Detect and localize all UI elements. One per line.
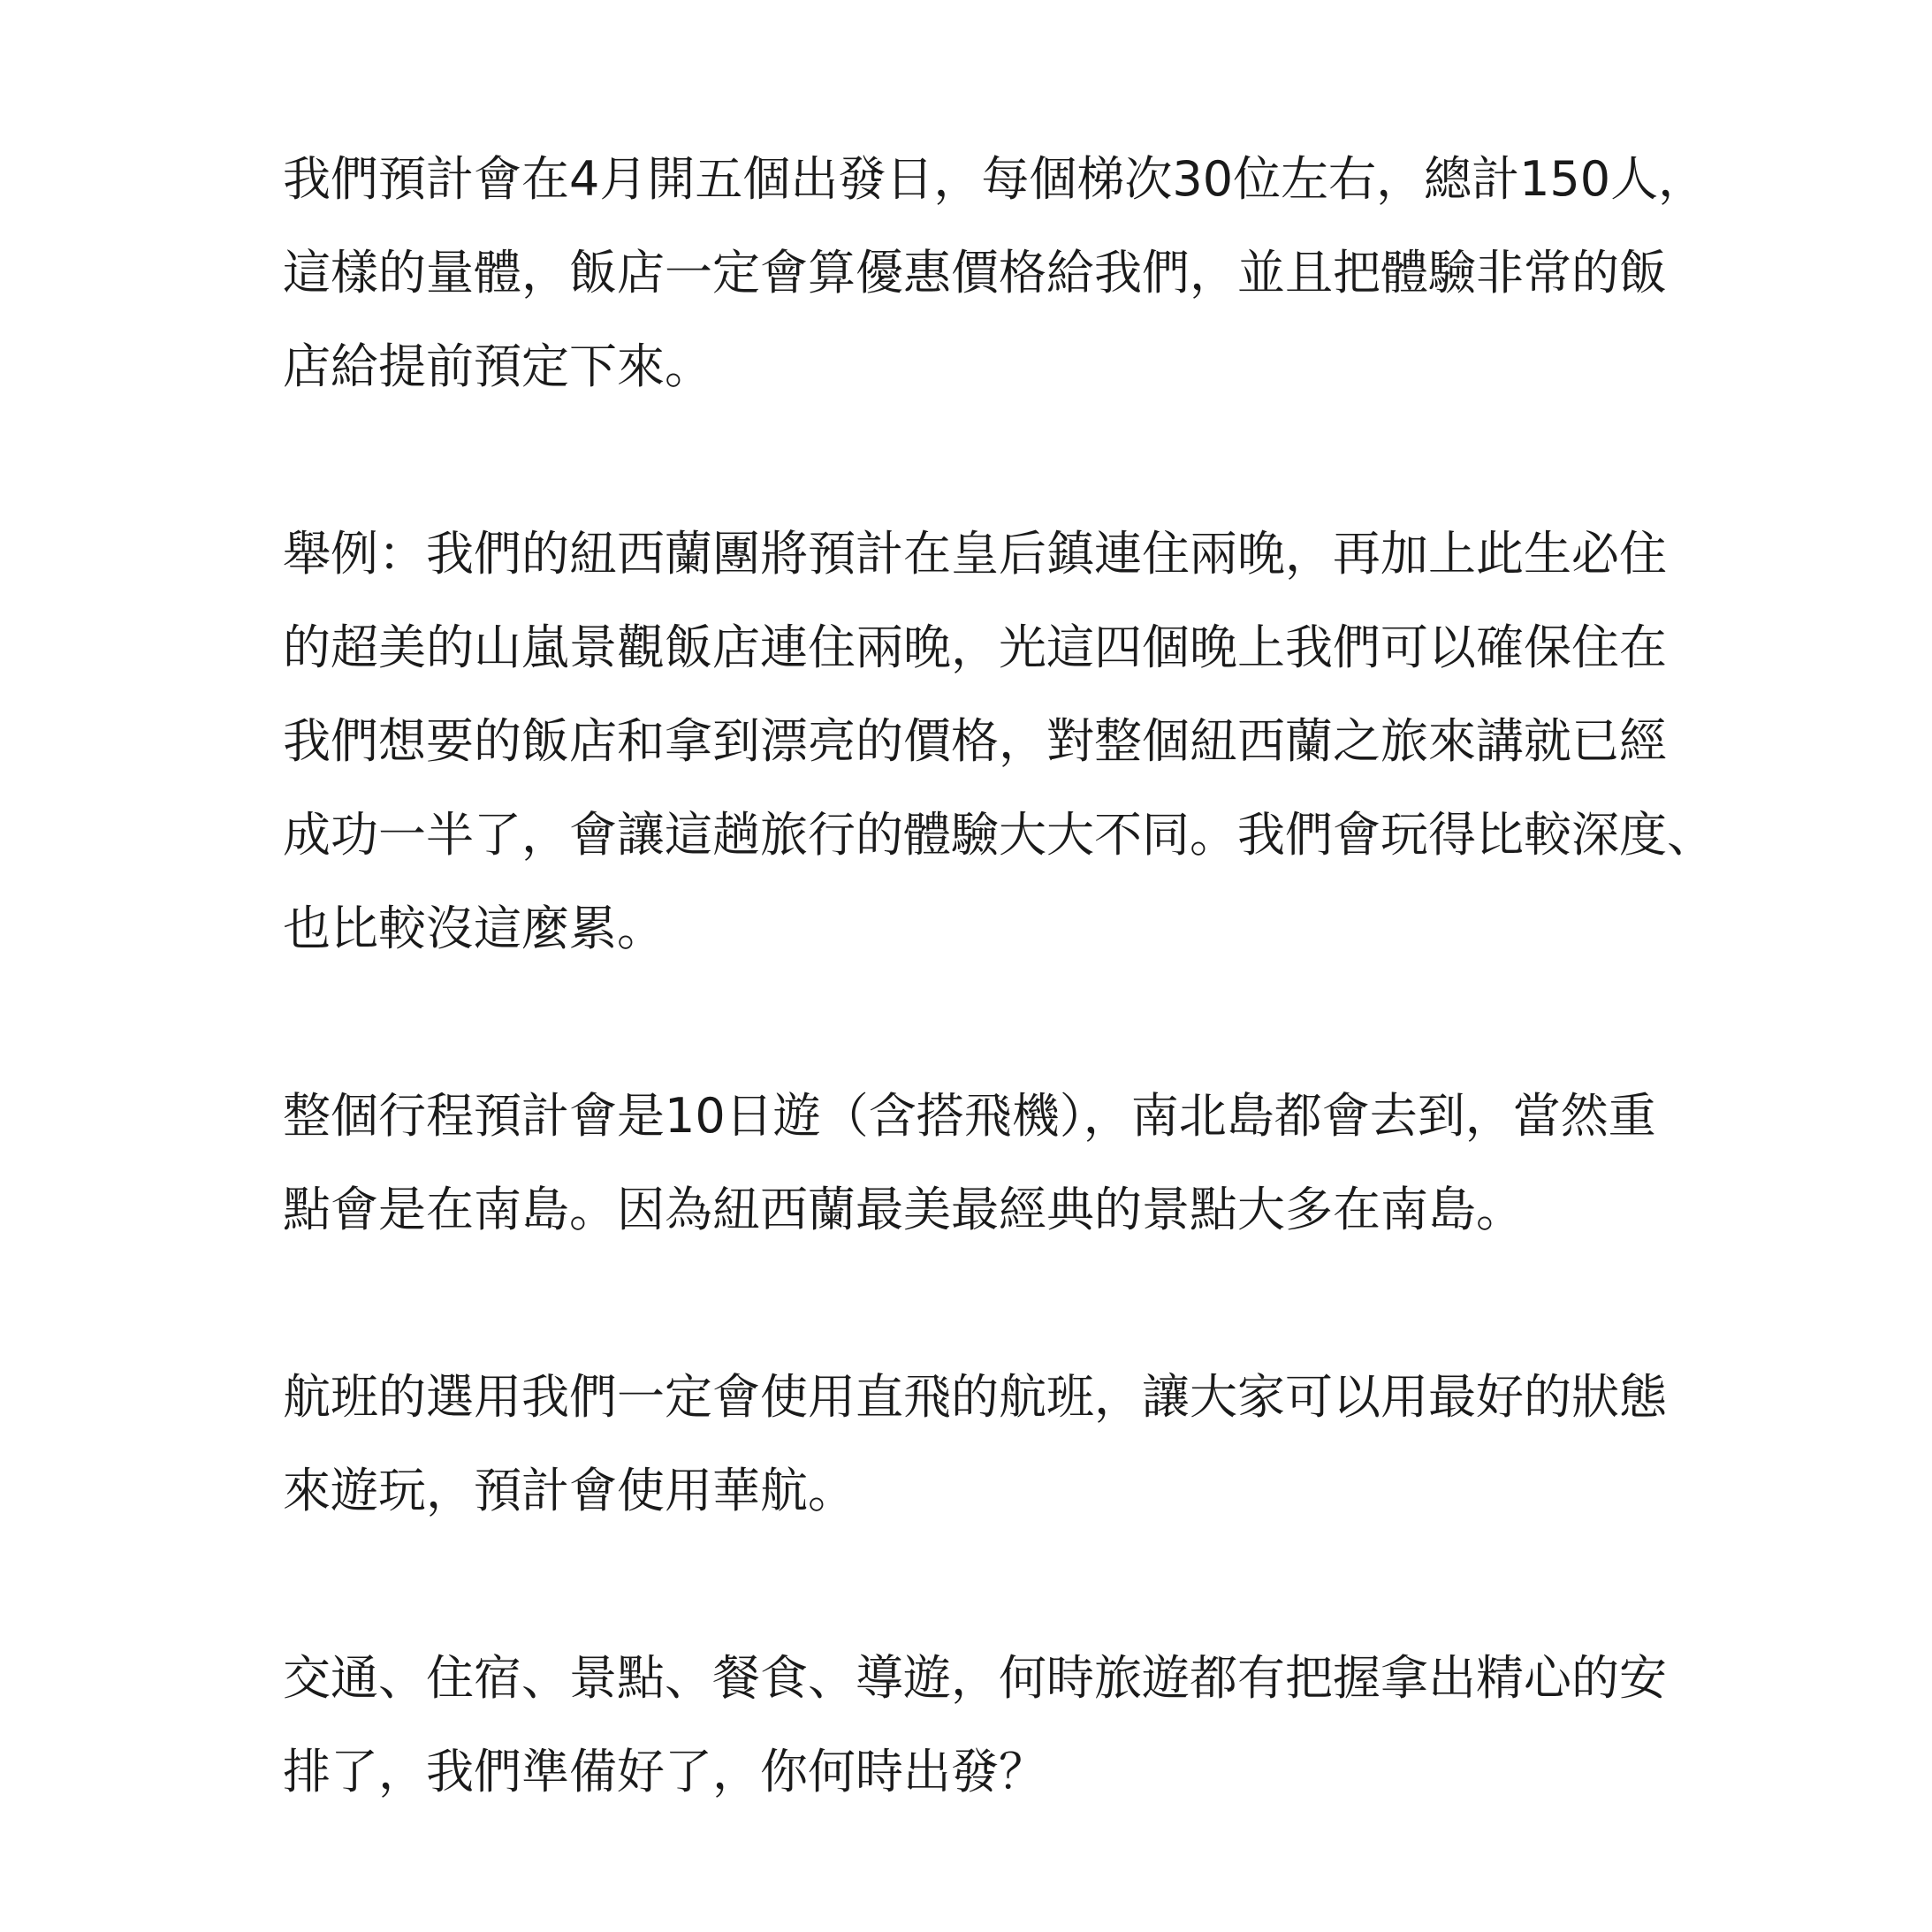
paragraph-booking [283, 133, 1821, 414]
text-line: 來遊玩，預計會使用華航。 [283, 1463, 856, 1518]
text-line: 我們想要的飯店和拿到漂亮的價格，對整個紐西蘭之旅來講就已經 [283, 713, 1667, 769]
text-line: 舉例：我們的紐西蘭團將預計在皇后鎮連住兩晚，再加上此生必住 [283, 526, 1667, 582]
text-line: 成功一半了，會讓這趟旅行的體驗大大不同。我們會玩得比較深度、 [283, 807, 1715, 863]
text-line: 點會是在南島。因為紐西蘭最美最經典的景點大多在南島。 [283, 1182, 1524, 1237]
text-line: 交通、住宿、景點、餐食、導遊，何時旅遊都有把握拿出精心的安 [283, 1650, 1667, 1706]
text-line: 整個行程預計會是10日遊（含搭飛機），南北島都會去到，當然重 [283, 1088, 1656, 1144]
paragraph-flights [283, 1350, 1821, 1538]
text-line: 排了，我們準備好了，你何時出發？ [283, 1744, 1046, 1799]
paragraph-itinerary [283, 1069, 1821, 1257]
text-line: 店給提前預定下來。 [283, 338, 712, 394]
text-line: 也比較沒這麼累。 [283, 901, 665, 956]
text-line: 航班的選用我們一定會使用直飛的航班，讓大家可以用最好的狀態 [283, 1369, 1667, 1425]
text-line: 這樣的量體，飯店一定會算優惠價格給我們，並且把體驗非常的飯 [283, 245, 1667, 300]
text-line: 的超美的山嵐景觀飯店連住兩晚，光這四個晚上我們可以確保住在 [283, 620, 1667, 675]
paragraph-example [283, 507, 1821, 976]
document-body [283, 133, 1821, 1913]
paragraph-closing [283, 1632, 1821, 1819]
text-line: 我們預計會在4月開五個出發日，每個梯次30位左右，總計150人， [283, 151, 1707, 207]
